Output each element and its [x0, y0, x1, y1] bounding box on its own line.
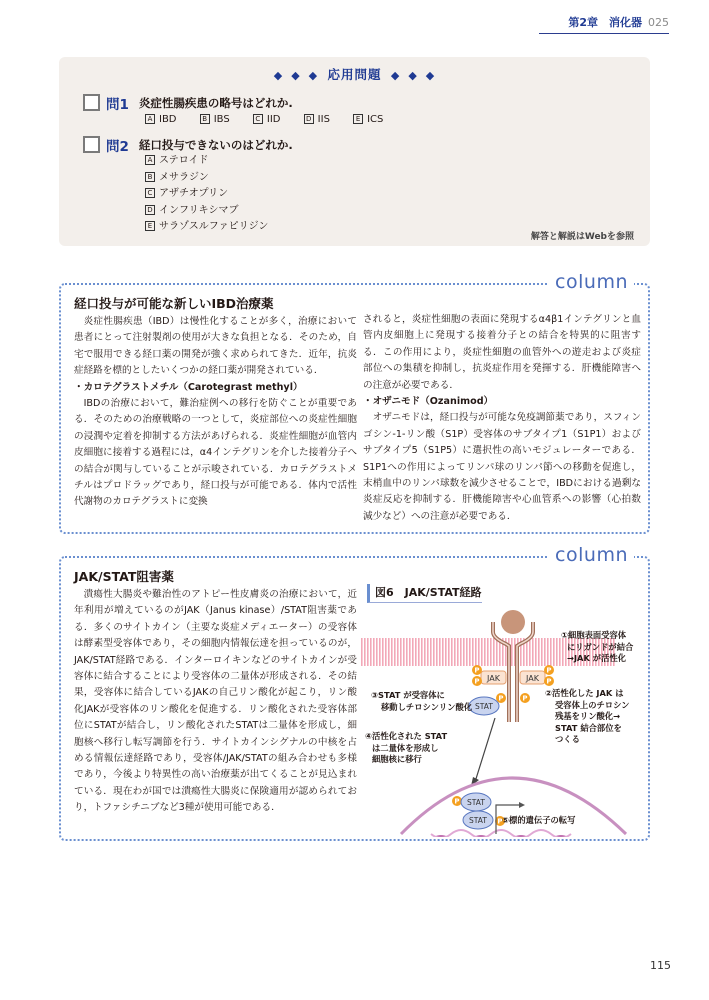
option-letter: A: [145, 155, 155, 165]
step4-label: ④活性化された STAT は二量体を形成し 細胞核に移行: [365, 731, 448, 764]
figure-title: 図6 JAK/STAT経路: [367, 584, 482, 603]
question-2: [83, 134, 293, 155]
option: [253, 114, 281, 125]
option-letter: D: [145, 205, 155, 215]
drug2-paragraph: オザニモドは，経口投与が可能な免疫調節薬であり，スフィンゴシン-1-リン酸（S1P）受容体のサブタイプ1（S1P1）およびサブタイプ5（S1P5）に選択性の高いモジュレーターである．S1P1への作用によってリンパ球のリンパ節への移動を促進し，末梢血中のリンパ球数を減少させることで，IBDにおける過剰な炎症反応を抑制する．肝機能障害や心血管系への影響（心拍数減少など）への注意が必要である．: [363, 412, 641, 522]
column-box-jak-stat: [59, 544, 650, 841]
answer-note: 解答と解説はWebを参照: [530, 232, 634, 242]
p-label: P: [497, 817, 503, 826]
column-right-text: [363, 312, 641, 525]
jak-left-label: JAK: [487, 674, 500, 683]
column-body: [74, 587, 357, 817]
option-text: IBS: [213, 114, 230, 125]
question-2-options: [145, 153, 268, 236]
option-letter: A: [145, 114, 155, 124]
question-1-label: 問1: [106, 96, 129, 113]
option: [145, 186, 268, 203]
p-label: P: [546, 666, 552, 675]
quiz-title-text: 応用問題: [327, 67, 382, 82]
step2-label: ②活性化した JAK は 受容体上のチロシン 残基をリン酸化→ STAT 結合部位を つくる: [545, 688, 630, 744]
drug1-paragraph-cont: されると，炎症性細胞の表面に発現するα4β1インテグリンと血管内皮細胞上に発現する接着分子との結合を特異的に阻害する．この作用により，炎症性細胞の血管外への遊走および炎症部位への集積を抑制し，抗炎症作用を発揮する．肝機能障害への注意が必要である．: [363, 314, 641, 391]
step3-label: ③STAT が受容体に 移動しチロシンリン酸化: [371, 690, 473, 712]
p-label: P: [546, 677, 552, 686]
drug2-heading: ・オザニモド（Ozanimod）: [363, 396, 494, 408]
option-text: メサラジン: [159, 171, 209, 183]
stat-label: STAT: [467, 798, 485, 807]
question-1: [83, 92, 293, 113]
option-letter: B: [145, 172, 155, 182]
option: [145, 153, 268, 170]
page-number: 115: [650, 959, 671, 972]
column-left-text: [74, 567, 357, 817]
running-header: [539, 14, 669, 34]
option-letter: E: [145, 221, 155, 231]
option: [145, 170, 268, 187]
translocation-arrow: [475, 718, 495, 782]
option-text: IIS: [317, 114, 330, 125]
diamond-icon: ◆: [273, 69, 284, 82]
option-text: ステロイド: [159, 155, 209, 166]
diamond-icon: ◆: [390, 69, 401, 82]
drug1-heading: ・カロテグラストメチル（Carotegrast methyl）: [74, 381, 303, 393]
column-body: [74, 314, 357, 511]
option: [145, 114, 177, 125]
option: [200, 114, 230, 125]
option-letter: C: [253, 114, 263, 124]
drug1-paragraph: IBDの治療において，難治症例への移行を防ぐことが重要である．そのための治療戦略の一つとして，炎症部位への炎症性細胞の浸潤や定着を抑制する方法があげられる．炎症性細胞が血管内皮細胞に接着する過程には，α4インテグリンを介した接着分子への結合が関与していることが示唆されている．カロテグラストメチルはプロドラッグであり，経口投与が可能である．体内で活性代謝物のカロテグラストに変換: [74, 398, 357, 508]
column-left-text: [74, 294, 357, 511]
dna-strand: [431, 836, 571, 837]
column-title: 経口投与が可能な新しいIBD治療薬: [74, 296, 274, 311]
question-2-checkbox[interactable]: [83, 136, 100, 153]
option-text: IID: [266, 114, 281, 125]
question-1-options: [145, 114, 403, 125]
column-title: JAK/STAT阻害薬: [74, 569, 174, 584]
p-label: P: [474, 677, 480, 686]
option-text: アザチオプリン: [159, 188, 229, 199]
question-1-text: 炎症性腸疾患の略号はどれか.: [138, 95, 293, 110]
option-letter: B: [200, 114, 210, 124]
option: [145, 203, 268, 220]
option-text: サラゾスルファピリジン: [159, 221, 269, 232]
option-letter: C: [145, 188, 155, 198]
p-label: P: [498, 694, 504, 703]
stat-label: STAT: [469, 816, 487, 825]
quiz-panel: [59, 57, 650, 246]
option: [145, 219, 268, 236]
option-letter: D: [304, 114, 314, 124]
diamond-icon: ◆: [291, 69, 301, 82]
jak-stat-paragraph: 潰瘍性大腸炎や難治性のアトピー性皮膚炎の治療において，近年利用が増えているのがJAK（Janus kinase）/STAT阻害薬である．多くのサイトカイン（主要な炎症メディエーター）の受容体は酵素型受容体であり，その細胞内情報伝達を担っているのが，JAK/STAT経路である．インターロイキンなどのサイトカインが受容体に結合することにより受容体の二量体が形成される．その結果，受容体に結合しているJAKの自己リン酸化が起こり，リン酸化JAKが受容体のリン酸化を促進する．リン酸化された受容体部位にSTATが結合し，リン酸化されたSTATは二量体を形成し，細胞核へ移行し転写調節を行う．サイトカインシグナルの中核を占める情報伝達経路であり，受容体/JAK/STATの組み合わせも多様であり，今後より特異性の高い治療薬が出てくることが見込まれている．現在わが国では潰瘍性大腸炎に保険適用が認められており，トファシチニブなど3種が使用可能である．: [74, 589, 357, 814]
jak-right-label: JAK: [526, 674, 539, 683]
question-2-label: 問2: [106, 138, 129, 155]
p-label: P: [474, 666, 480, 675]
option-text: IBD: [159, 114, 177, 125]
column-label: column: [549, 544, 634, 566]
chapter-title: 第2章 消化器: [568, 16, 642, 29]
column-box-ibd: [59, 271, 650, 534]
chapter-page: 025: [648, 16, 669, 29]
option-text: ICS: [367, 114, 384, 125]
diamond-icon: ◆: [308, 69, 319, 82]
option: [353, 114, 383, 125]
column-label: column: [549, 271, 634, 293]
question-2-text: 経口投与できないのはどれか.: [138, 137, 293, 152]
stat-label: STAT: [475, 702, 493, 711]
quiz-title: [59, 65, 650, 83]
p-label: P: [454, 797, 460, 806]
figure-jak-stat: [361, 582, 646, 837]
diamond-icon: ◆: [408, 69, 418, 82]
option-text: インフリキシマブ: [159, 204, 239, 216]
ligand: [501, 610, 525, 634]
diamond-icon: ◆: [425, 69, 436, 82]
step5-label: ⑤標的遺伝子の転写: [502, 815, 576, 825]
question-1-checkbox[interactable]: [83, 94, 100, 111]
option: [304, 114, 330, 125]
intro-paragraph: 炎症性腸疾患（IBD）は慢性化することが多く，治療において患者にとって注射製剤の使用が大きな負担となる．そのため，自宅で服用できる経口薬の開発が強く求められてきた．近年，抗炎症経路を標的としたいくつかの経口薬が開発されている．: [74, 316, 357, 377]
option-letter: E: [353, 114, 363, 124]
p-label: P: [522, 694, 528, 703]
step1-label: ①細胞表面受容体 にリガンドが結合 →JAK が活性化: [561, 630, 634, 663]
